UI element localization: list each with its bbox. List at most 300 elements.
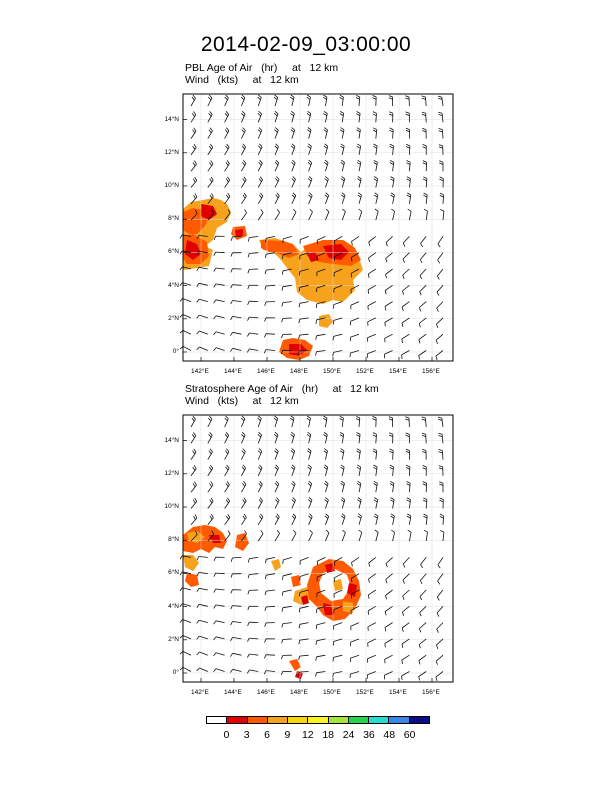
pbl-wind-barb: [225, 193, 230, 204]
pbl-wind-barb: [248, 236, 258, 241]
colorbar-swatch: [268, 717, 288, 723]
pbl-wind-barb: [197, 331, 208, 334]
stratosphere-wind-barb: [391, 530, 394, 541]
stratosphere-wind-barb: [258, 432, 262, 443]
colorbar-tick-label: 36: [363, 729, 375, 741]
stratosphere-wind-barb: [422, 449, 426, 459]
stratosphere-wind-barb: [437, 606, 443, 616]
pbl-wind-barb: [342, 209, 345, 220]
stratosphere-wind-barb: [180, 636, 191, 639]
stratosphere-wind-barb: [438, 433, 443, 443]
stratosphere-wind-barb: [402, 655, 410, 664]
pbl-wind-barb: [436, 334, 443, 344]
pbl-wind-barb: [424, 209, 428, 220]
stratosphere-wind-barb: [439, 466, 443, 476]
stratosphere-wind-barb: [258, 449, 262, 460]
stratosphere-wind-barb: [340, 432, 344, 443]
pbl-age-of-air-map: [183, 94, 453, 361]
stratosphere-wind-barb: [191, 482, 197, 493]
pbl-wind-barb: [422, 96, 427, 106]
pbl-lat-label: 14°N: [164, 115, 179, 123]
stratosphere-wind-barb: [231, 557, 241, 561]
stratosphere-wind-barb: [402, 606, 409, 616]
pbl-wind-barb: [300, 236, 309, 243]
stratosphere-wind-barb: [231, 606, 242, 610]
stratosphere-wind-barb: [290, 416, 294, 427]
pbl-lon-label: 144°E: [224, 368, 242, 375]
colorbar-tick-label: 18: [322, 729, 335, 741]
pbl-wind-barb: [439, 128, 443, 138]
pbl-wind-barb: [420, 253, 426, 263]
stratosphere-wind-barb: [282, 606, 292, 611]
pbl-wind-barb: [241, 193, 246, 204]
pbl-wind-barb: [438, 112, 443, 122]
pbl-wind-barb: [309, 193, 313, 204]
pbl-wind-barb: [191, 161, 197, 172]
colorbar-tick-label: 3: [243, 729, 250, 741]
colorbar-tick-label: 48: [383, 729, 396, 741]
stratosphere-wind-barb: [248, 622, 259, 626]
panel-2-wind-label: Wind (kts) at 12 km: [185, 395, 299, 407]
stratosphere-lat-label: 12°N: [164, 469, 179, 477]
pbl-wind-barb: [402, 334, 410, 343]
pbl-wind-barb: [422, 112, 426, 122]
stratosphere-wind-barb: [350, 655, 359, 662]
stratosphere-wind-barb: [291, 449, 295, 460]
pbl-wind-barb: [214, 316, 225, 319]
stratosphere-wind-barb: [197, 620, 208, 623]
stratosphere-wind-barb: [241, 514, 246, 525]
stratosphere-wind-barb: [403, 557, 409, 567]
stratosphere-wind-barb: [403, 574, 409, 584]
pbl-wind-barb: [258, 209, 263, 220]
pbl-wind-barb: [391, 193, 395, 204]
pbl-wind-barb: [385, 334, 393, 342]
pbl-wind-barb: [423, 193, 427, 204]
stratosphere-wind-barb: [385, 655, 393, 663]
stratosphere-wind-barb: [342, 530, 345, 541]
stratosphere-wind-barb: [325, 514, 329, 525]
pbl-wind-barb: [214, 348, 225, 351]
stratosphere-wind-barb: [265, 606, 275, 611]
pbl-lon-label: 156°E: [422, 368, 440, 375]
pbl-wind-barb: [368, 302, 376, 310]
pbl-wind-barb: [316, 334, 326, 340]
pbl-wind-barb: [292, 160, 296, 171]
stratosphere-wind-barb: [258, 530, 263, 541]
pbl-wind-barb: [241, 111, 245, 122]
pbl-wind-barb: [420, 285, 427, 295]
pbl-wind-barb: [406, 112, 410, 122]
stratosphere-wind-barb: [274, 416, 278, 427]
stratosphere-wind-barb: [389, 449, 393, 460]
stratosphere-wind-barb: [437, 623, 443, 633]
pbl-lat-label: 0°: [172, 348, 179, 355]
stratosphere-wind-barb: [225, 465, 230, 476]
stratosphere-wind-barb: [248, 590, 258, 594]
stratosphere-wind-barb: [225, 449, 229, 460]
pbl-lon-label: 150°E: [323, 368, 341, 375]
pbl-wind-barb: [231, 253, 241, 257]
pbl-wind-barb: [325, 209, 329, 220]
pbl-wind-barb: [368, 269, 376, 278]
pbl-wind-barb: [258, 111, 262, 122]
stratosphere-wind-barb: [241, 449, 245, 460]
stratosphere-wind-barb: [309, 514, 313, 525]
stratosphere-wind-barb: [180, 604, 191, 607]
stratosphere-wind-barb: [406, 449, 410, 460]
stratosphere-wind-barb: [359, 530, 362, 541]
stratosphere-wind-barb: [208, 416, 212, 427]
pbl-wind-barb: [208, 161, 213, 172]
stratosphere-wind-barb: [436, 655, 443, 665]
stratosphere-map-canvas: [183, 415, 453, 682]
pbl-wind-barb: [340, 95, 344, 106]
stratosphere-wind-barb: [375, 530, 378, 541]
pbl-wind-barb: [386, 269, 393, 278]
pbl-wind-barb: [292, 209, 296, 220]
pbl-wind-barb: [214, 300, 225, 303]
pbl-wind-barb: [375, 209, 378, 220]
pbl-wind-barb: [197, 315, 208, 318]
stratosphere-wind-barb: [389, 433, 393, 444]
pbl-wind-barb: [368, 318, 376, 326]
pbl-wind-barb: [408, 209, 411, 220]
pbl-wind-barb: [309, 209, 313, 220]
panel-2-variable-label: Stratosphere Age of Air (hr) at 12 km: [185, 383, 379, 395]
stratosphere-wind-barb: [419, 623, 426, 633]
pbl-wind-barb: [323, 95, 327, 106]
stratosphere-wind-barb: [368, 655, 376, 663]
stratosphere-wind-barbs: [180, 416, 444, 681]
pbl-wind-barb: [357, 144, 361, 155]
stratosphere-wind-barb: [325, 530, 329, 541]
stratosphere-wind-barb: [258, 416, 262, 427]
stratosphere-wind-barb: [420, 606, 427, 616]
stratosphere-wind-barb: [323, 432, 327, 443]
stratosphere-wind-barb: [258, 481, 262, 492]
stratosphere-wind-barb: [334, 623, 343, 630]
pbl-wind-barb: [307, 95, 311, 106]
stratosphere-wind-barb: [423, 514, 427, 525]
stratosphere-wind-barb: [385, 623, 393, 632]
stratosphere-wind-barb: [340, 449, 344, 460]
stratosphere-wind-barb: [316, 655, 326, 661]
stratosphere-wind-barb: [356, 433, 360, 444]
pbl-wind-barb: [340, 128, 344, 139]
stratosphere-wind-barb: [403, 590, 410, 600]
stratosphere-wind-barb: [208, 482, 213, 493]
stratosphere-wind-barb: [372, 416, 376, 427]
pbl-wind-barb: [402, 302, 409, 311]
pbl-wind-barb: [385, 318, 393, 327]
stratosphere-wind-barb: [248, 606, 258, 610]
pbl-wind-barb: [241, 209, 246, 220]
pbl-wind-barb: [231, 285, 242, 289]
stratosphere-wind-barb: [191, 515, 197, 525]
pbl-wind-barb: [386, 236, 393, 246]
pbl-wind-barb: [440, 209, 444, 220]
colorbar-swatch: [410, 717, 429, 723]
stratosphere-age-shading: [183, 525, 361, 679]
stratosphere-wind-barb: [340, 465, 344, 476]
age-of-air-colorbar: [206, 716, 430, 724]
stratosphere-lat-label: 14°N: [164, 436, 179, 444]
pbl-wind-barb: [247, 333, 258, 337]
stratosphere-wind-barb: [307, 449, 311, 460]
pbl-wind-barb: [191, 144, 196, 155]
pbl-wind-barb: [403, 269, 410, 279]
pbl-wind-barb: [291, 144, 295, 155]
stratosphere-wind-barb: [197, 572, 208, 576]
pbl-wind-barb: [214, 268, 225, 272]
pbl-wind-barb: [440, 193, 444, 204]
pbl-wind-barb: [225, 144, 230, 155]
stratosphere-wind-barb: [439, 482, 443, 492]
pbl-wind-barb: [274, 111, 278, 122]
stratosphere-lat-label: 10°N: [164, 503, 179, 510]
pbl-wind-barb: [324, 160, 328, 171]
stratosphere-wind-barb: [357, 449, 361, 460]
stratosphere-wind-barb: [316, 623, 325, 629]
colorbar-tick-label: 24: [342, 729, 355, 741]
pbl-wind-barb: [291, 111, 295, 122]
pbl-wind-barb: [340, 111, 344, 122]
pbl-wind-barb: [264, 350, 275, 354]
pbl-wind-barb: [275, 209, 280, 220]
stratosphere-wind-barb: [374, 514, 378, 525]
stratosphere-wind-barb: [357, 465, 361, 476]
pbl-wind-barb: [208, 144, 213, 155]
stratosphere-wind-barb: [191, 416, 196, 427]
stratosphere-wind-barb: [264, 671, 275, 675]
pbl-wind-barb: [275, 160, 279, 171]
stratosphere-wind-barb: [324, 481, 328, 492]
stratosphere-wind-barb: [390, 481, 394, 492]
pbl-wind-barb: [325, 193, 329, 204]
pbl-wind-barb: [282, 285, 292, 290]
colorbar-swatch: [308, 717, 328, 723]
stratosphere-wind-barb: [208, 432, 212, 443]
colorbar-swatch: [389, 717, 409, 723]
pbl-wind-barb: [403, 253, 409, 263]
stratosphere-wind-barb: [351, 623, 359, 631]
pbl-wind-barb: [369, 253, 376, 262]
stratosphere-wind-barb: [421, 557, 427, 568]
pbl-wind-barb: [323, 111, 327, 122]
pbl-wind-barb: [405, 96, 409, 106]
pbl-wind-barb: [197, 267, 208, 270]
stratosphere-lon-label: 144°E: [224, 689, 242, 696]
stratosphere-wind-barb: [283, 557, 292, 564]
stratosphere-wind-barb: [308, 465, 312, 476]
pbl-wind-barb: [389, 112, 393, 123]
pbl-wind-barb: [258, 160, 262, 171]
stratosphere-wind-barb: [374, 481, 378, 492]
stratosphere-wind-barb: [214, 653, 225, 656]
colorbar-swatch: [349, 717, 369, 723]
pbl-wind-barb: [231, 316, 242, 320]
pbl-wind-barb: [274, 95, 278, 106]
stratosphere-wind-barb: [406, 465, 410, 476]
stratosphere-wind-barb: [386, 557, 393, 567]
pbl-lon-label: 152°E: [356, 368, 374, 375]
stratosphere-wind-barb: [214, 589, 225, 593]
pbl-wind-barb: [265, 285, 275, 290]
stratosphere-wind-barb: [385, 606, 392, 615]
stratosphere-wind-barb: [367, 672, 376, 679]
stratosphere-wind-barb: [197, 636, 208, 639]
pbl-wind-barb: [208, 111, 212, 122]
pbl-wind-barb: [357, 128, 361, 139]
pbl-wind-barb: [356, 95, 360, 106]
pbl-wind-barb: [191, 95, 196, 106]
colorbar-tick-label: 60: [403, 729, 416, 741]
pbl-wind-barb: [423, 144, 427, 155]
pbl-wind-barb: [340, 144, 344, 155]
stratosphere-wind-barb: [180, 620, 191, 623]
stratosphere-wind-barb: [386, 574, 393, 584]
pbl-wind-barb: [333, 351, 343, 357]
pbl-wind-barb: [402, 285, 409, 295]
stratosphere-wind-barb: [419, 655, 426, 664]
stratosphere-wind-barb: [275, 465, 279, 476]
pbl-lon-label: 148°E: [290, 368, 308, 375]
pbl-wind-barb: [241, 144, 245, 155]
stratosphere-wind-barb: [419, 639, 426, 648]
stratosphere-wind-barb: [300, 574, 309, 581]
pbl-wind-barb: [385, 285, 392, 294]
stratosphere-wind-barb: [350, 672, 359, 679]
stratosphere-wind-barb: [341, 514, 345, 525]
pbl-wind-barb: [406, 161, 410, 172]
stratosphere-wind-barb: [386, 590, 393, 599]
stratosphere-wind-barb: [324, 465, 328, 476]
stratosphere-map-frame: [183, 415, 453, 682]
pbl-wind-barb: [291, 128, 295, 139]
stratosphere-wind-barb: [352, 557, 360, 566]
stratosphere-wind-barb: [389, 417, 393, 427]
stratosphere-wind-barb: [265, 590, 275, 595]
pbl-graticule: [183, 94, 453, 361]
stratosphere-wind-barb: [265, 639, 276, 643]
pbl-wind-barb: [373, 112, 377, 123]
stratosphere-wind-barb: [422, 417, 427, 427]
pbl-wind-barb: [356, 112, 360, 123]
stratosphere-wind-barb: [225, 416, 229, 427]
stratosphere-wind-barb: [225, 514, 230, 525]
stratosphere-age-of-air-map: [183, 415, 453, 682]
pbl-wind-barb: [275, 193, 279, 204]
colorbar-tick-label: 0: [223, 729, 230, 741]
pbl-wind-barb: [389, 128, 393, 139]
pbl-wind-barb: [231, 301, 242, 305]
stratosphere-wind-barb: [423, 465, 427, 476]
pbl-wind-barb: [265, 318, 276, 322]
pbl-wind-barb: [264, 334, 275, 338]
stratosphere-wind-barb: [373, 433, 377, 444]
stratosphere-wind-barb: [180, 651, 191, 655]
colorbar-tick-label: 9: [284, 729, 291, 741]
pbl-wind-barb: [197, 299, 208, 302]
stratosphere-wind-barb: [291, 465, 295, 476]
pbl-wind-barb: [308, 160, 312, 171]
stratosphere-wind-barb: [438, 574, 443, 585]
stratosphere-wind-barb: [356, 416, 360, 427]
stratosphere-wind-barb: [258, 514, 263, 525]
stratosphere-wind-barb: [323, 416, 327, 427]
pbl-wind-barb: [351, 302, 359, 310]
pbl-wind-barb: [241, 160, 246, 171]
pbl-wind-barb: [230, 332, 241, 335]
stratosphere-wind-barb: [231, 574, 241, 578]
pbl-wind-barb: [350, 351, 359, 358]
pbl-map-frame: [183, 94, 453, 361]
pbl-wind-barb: [265, 302, 275, 306]
stratosphere-wind-barb: [283, 574, 292, 580]
stratosphere-lat-label: 6°N: [168, 569, 179, 577]
pbl-wind-barb: [352, 236, 360, 245]
stratosphere-wind-barb: [368, 590, 376, 599]
stratosphere-wind-barb: [373, 449, 377, 460]
stratosphere-lat-label: 8°N: [168, 536, 179, 544]
pbl-wind-barb: [372, 95, 376, 106]
stratosphere-wind-barb: [299, 623, 309, 629]
stratosphere-wind-barb: [406, 433, 410, 443]
colorbar-swatch: [329, 717, 349, 723]
pbl-lon-label: 146°E: [257, 368, 275, 375]
stratosphere-wind-barb: [230, 653, 241, 656]
pbl-wind-barb: [386, 253, 393, 263]
pbl-wind-barb: [180, 299, 191, 302]
stratosphere-wind-barb: [440, 530, 444, 541]
pbl-lon-label: 142°E: [191, 368, 209, 375]
pbl-wind-barbs: [180, 95, 444, 360]
stratosphere-wind-barb: [231, 622, 242, 626]
pbl-wind-barb: [180, 283, 191, 286]
pbl-wind-barb: [334, 302, 343, 309]
pbl-wind-barb: [438, 253, 443, 264]
stratosphere-wind-barb: [357, 481, 361, 492]
pbl-wind-barb: [225, 111, 229, 122]
stratosphere-wind-barb: [208, 465, 213, 476]
stratosphere-wind-barb: [258, 465, 262, 476]
stratosphere-wind-barb: [422, 433, 426, 443]
stratosphere-wind-barb: [358, 514, 362, 525]
stratosphere-wind-barb: [407, 514, 411, 525]
stratosphere-wind-barb: [191, 465, 196, 476]
stratosphere-wind-barb: [333, 672, 343, 678]
pbl-wind-barb: [214, 236, 225, 240]
pbl-wind-barb: [231, 269, 242, 273]
stratosphere-wind-barb: [438, 417, 443, 427]
stratosphere-wind-barb: [282, 590, 292, 596]
stratosphere-wind-barb: [368, 606, 376, 615]
stratosphere-wind-barb: [225, 531, 231, 542]
stratosphere-wind-barb: [248, 574, 258, 579]
pbl-wind-barb: [275, 128, 279, 139]
pbl-map-canvas: [183, 94, 453, 361]
pbl-lat-label: 6°N: [168, 248, 179, 256]
pbl-lat-label: 4°N: [168, 281, 179, 289]
pbl-wind-barb: [292, 193, 296, 204]
stratosphere-wind-barb: [420, 590, 426, 600]
pbl-wind-barb: [248, 301, 259, 305]
stratosphere-wind-barb: [402, 623, 409, 632]
pbl-wind-barb: [439, 145, 443, 155]
stratosphere-wind-barb: [241, 416, 245, 427]
pbl-wind-barb: [341, 160, 345, 171]
